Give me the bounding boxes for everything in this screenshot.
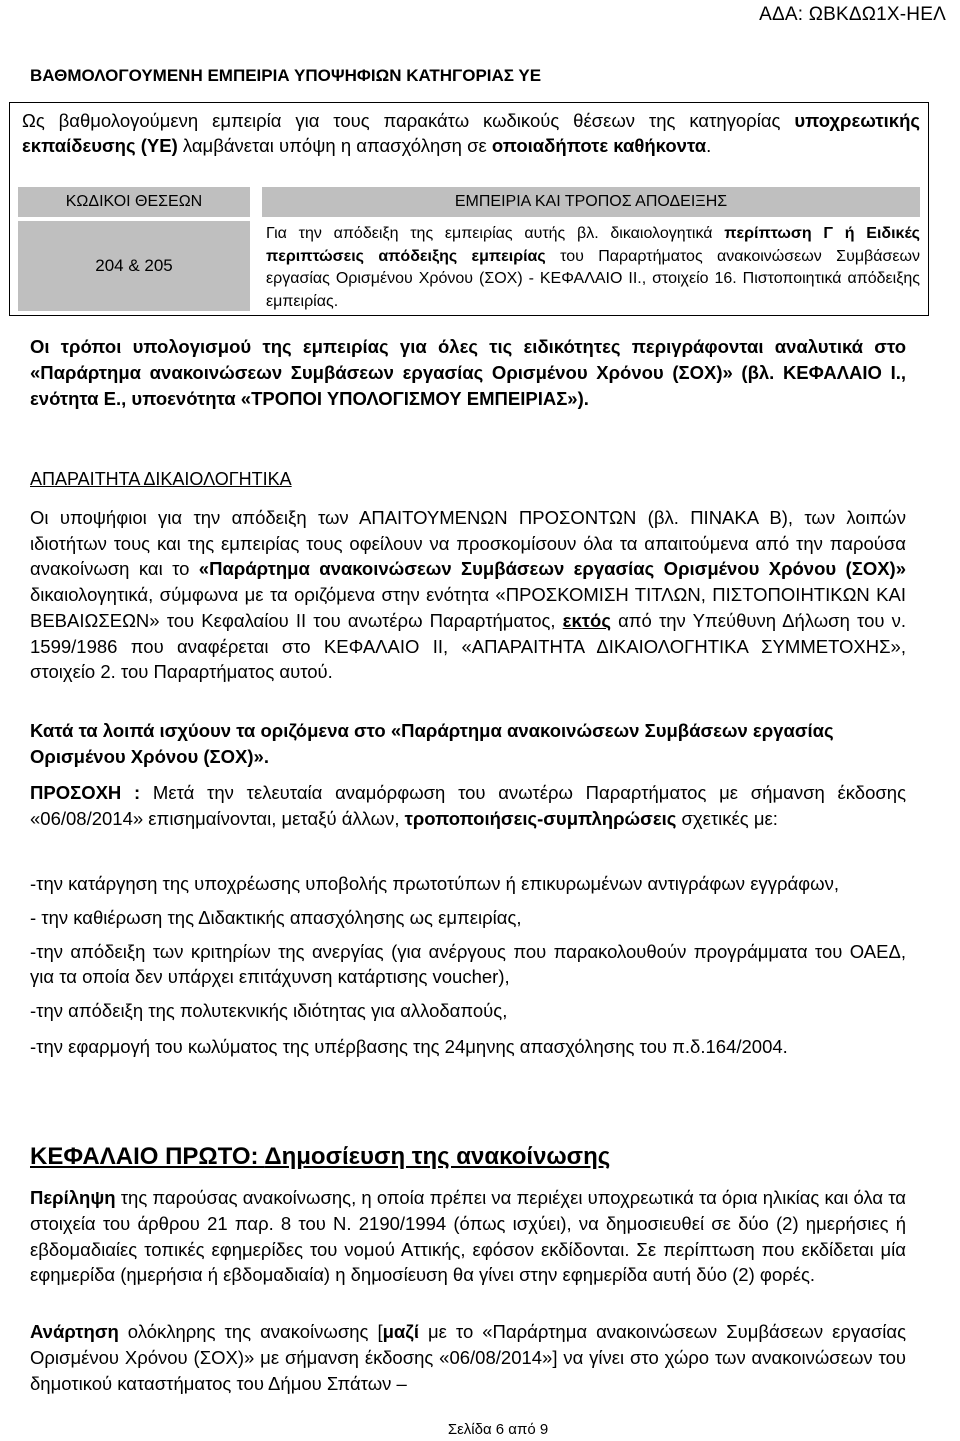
- other-provisions-paragraph: Κατά τα λοιπά ισχύουν τα οριζόμενα στο «Παράρτημα ανακοινώσεων Συμβάσεων εργασίας Ορισμένου Χρόνου (ΣΟΧ)».: [30, 720, 834, 767]
- req-except: εκτός: [562, 609, 611, 631]
- list-item: -την απόδειξη των κριτηρίων της ανεργίας (για ανέργους που παρακολουθούν προγράμματα του ΟΑΕΔ, για τα οποία δεν υπάρχει επιτάχυνση κατάρτισης voucher),: [30, 941, 906, 987]
- posting-paragraph: [30, 1319, 906, 1397]
- req-bold-annex: «Παράρτημα ανακοινώσεων Συμβάσεων εργασίας Ορισμένου Χρόνου (ΣΟΧ)»: [198, 558, 906, 580]
- desc-text-2: του Παραρτήματος ανακοινώσεων Συμβάσεων εργασίας Ορισμένου Χρόνου (ΣΟΧ) - ΚΕΦΑΛΑΙΟ ΙΙ., στοιχείο 16. Πιστοποιητικά απόδειξης εμπειρίας.: [266, 247, 920, 310]
- req-text-1: Οι υποψήφιοι για την απόδειξη των ΑΠΑΙΤΟΥΜΕΝΩΝ ΠΡΟΣΟΝΤΩΝ (βλ. ΠΙΝΑΚΑ Β), των λοιπών ιδιοτήτων τους και της εμπειρίας τους οφείλουν να προσκομίσουν όλα τα απαιτούμενα από την παρούσα ανακοίνωση και το: [30, 507, 906, 580]
- experience-box: [9, 102, 929, 316]
- chapter-title: [30, 1143, 610, 1171]
- page-footer: Σελίδα 6 από 9: [447, 1421, 549, 1438]
- intro-bold-duties: οποιαδήποτε καθήκοντα: [491, 135, 707, 156]
- posting-text-2: με το «Παράρτημα ανακοινώσεων Συμβάσεων εργασίας Ορισμένου Χρόνου (ΣΟΧ)» με σήμανση έκδοσης «06/08/2014»] να γίνει στο χώρο των ανακοινώσεων του δημοτικού καταστήματος του Δήμου Σπάτων –: [30, 1321, 906, 1394]
- required-documents-paragraph: [30, 505, 906, 685]
- changes-list: [30, 871, 906, 1059]
- intro-text-2: λαμβάνεται υπόψη η απασχόληση σε: [177, 135, 492, 156]
- calculation-paragraph: Οι τρόποι υπολογισμού της εμπειρίας για όλες τις ειδικότητες περιγράφονται αναλυτικά στο «Παράρτημα ανακοινώσεων Συμβάσεων εργασίας Ορισμένου Χρόνου (ΣΟΧ)» (βλ. ΚΕΦΑΛΑΙΟ Ι., ενότητα Ε., υποενότητα «ΤΡΟΠΟΙ ΥΠΟΛΟΓΙΣΜΟΥ ΕΜΠΕΙΡΙΑΣ»).: [30, 336, 906, 409]
- list-item: -την εφαρμογή του κωλύματος της υπέρβασης της 24μηνης απασχόλησης του π.δ.164/2004.: [30, 1036, 788, 1057]
- chapter-prefix: ΚΕΦΑΛΑΙΟ ΠΡΩΤΟ:: [30, 1143, 265, 1170]
- header-position-codes: ΚΩΔΙΚΟΙ ΘΕΣΕΩΝ: [18, 187, 250, 217]
- summary-paragraph: [30, 1185, 906, 1288]
- section-title: ΒΑΘΜΟΛΟΓΟΥΜΕΝΗ ΕΜΠΕΙΡΙΑ ΥΠΟΨΗΦΙΩΝ ΚΑΤΗΓΟΡΙΑΣ ΥΕ: [30, 66, 542, 85]
- attention-bold: τροποποιήσεις-συμπληρώσεις: [404, 807, 677, 829]
- posting-bold: μαζί: [382, 1321, 419, 1342]
- attention-text-2: σχετικές με:: [676, 807, 778, 829]
- intro-period: .: [706, 135, 712, 156]
- posting-text-1: ολόκληρης της ανακοίνωσης [: [118, 1321, 383, 1342]
- summary-text: της παρούσας ανακοίνωσης, η οποία πρέπει να περιέχει υποχρεωτικά τα όρια ηλικίας και όλα τα στοιχεία του άρθρου 21 παρ. 8 του Ν. 2190/1994 (όπως ισχύει), να δημοσιευθεί σε δύο (2) ημερήσιες ή εβδομαδιαίες τοπικές εφημερίδες του νομού Αττικής, εφόσον εκδίδονται. Σε περίπτωση που εκδίδεται μία εφημερίδα (ημερήσια ή εβδομαδιαία) η δημοσίευση θα γίνει στην εφημερίδα αυτή δύο (2) φορές.: [30, 1187, 906, 1286]
- position-codes-cell: 204 & 205: [18, 221, 250, 311]
- chapter-name: Δημοσίευση της ανακοίνωσης: [264, 1143, 611, 1170]
- req-text-3: από την Υπεύθυνη Δήλωση του ν. 1599/1986 που αναφέρεται στο ΚΕΦΑΛΑΙΟ ΙΙ, «ΑΠΑΡΑΙΤΗΤΑ ΔΙΚΑΙΟΛΟΓΗΤΙΚΑ ΣΥΜΜΕΤΟΧΗΣ», στοιχείο 2. του Παραρτήματος αυτού.: [30, 609, 906, 683]
- header-experience-proof: ΕΜΠΕΙΡΙΑ ΚΑΙ ΤΡΟΠΟΣ ΑΠΟΔΕΙΞΗΣ: [262, 187, 920, 217]
- document-reference: ΑΔΑ: ΩΒΚΔΩ1Χ-ΗΕΛ: [759, 4, 946, 25]
- summary-label: Περίληψη: [30, 1187, 116, 1208]
- list-item: - την καθιέρωση της Διδακτικής απασχόλησης ως εμπειρίας,: [30, 907, 522, 928]
- required-documents-title: ΑΠΑΡΑΙΤΗΤΑ ΔΙΚΑΙΟΛΟΓΗΤΙΚΑ: [30, 469, 292, 489]
- list-item: -την απόδειξη της πολυτεκνικής ιδιότητας για αλλοδαπούς,: [30, 1000, 508, 1021]
- intro-text: Ως βαθμολογούμενη εμπειρία για τους παρακάτω κωδικούς θέσεων της κατηγορίας: [22, 110, 795, 131]
- list-item: -την κατάργηση της υποχρέωσης υποβολής πρωτοτύπων ή επικυρωμένων αντιγράφων εγγράφων,: [30, 873, 839, 894]
- req-text-2: δικαιολογητικά, σύμφωνα με τα οριζόμενα στην ενότητα «ΠΡΟΣΚΟΜΙΣΗ ΤΙΤΛΩΝ, ΠΙΣΤΟΠΟΙΗΤΙΚΩΝ ΚΑΙ ΒΕΒΑΙΩΣΕΩΝ» του Κεφαλαίου ΙΙ του ανωτέρω Παραρτήματος,: [30, 584, 906, 631]
- desc-text: Για την απόδειξη της εμπειρίας αυτής βλ. δικαιολογητικά: [266, 225, 725, 242]
- intro-bold-category: υποχρεωτικής εκπαίδευσης (ΥΕ): [22, 110, 920, 156]
- desc-bold: περίπτωση Γ ή Ειδικές περιπτώσεις απόδειξης εμπειρίας: [266, 225, 920, 265]
- attention-text-1: Μετά την τελευταία αναμόρφωση του ανωτέρω Παραρτήματος με σήμανση έκδοσης «06/08/2014» επισημαίνονται, μεταξύ άλλων,: [30, 782, 906, 829]
- attention-label: ΠΡΟΣΟΧΗ :: [30, 782, 141, 803]
- box-intro: [22, 108, 920, 158]
- experience-proof-cell: [266, 223, 920, 313]
- attention-paragraph: [30, 780, 906, 831]
- posting-label: Ανάρτηση: [30, 1321, 119, 1342]
